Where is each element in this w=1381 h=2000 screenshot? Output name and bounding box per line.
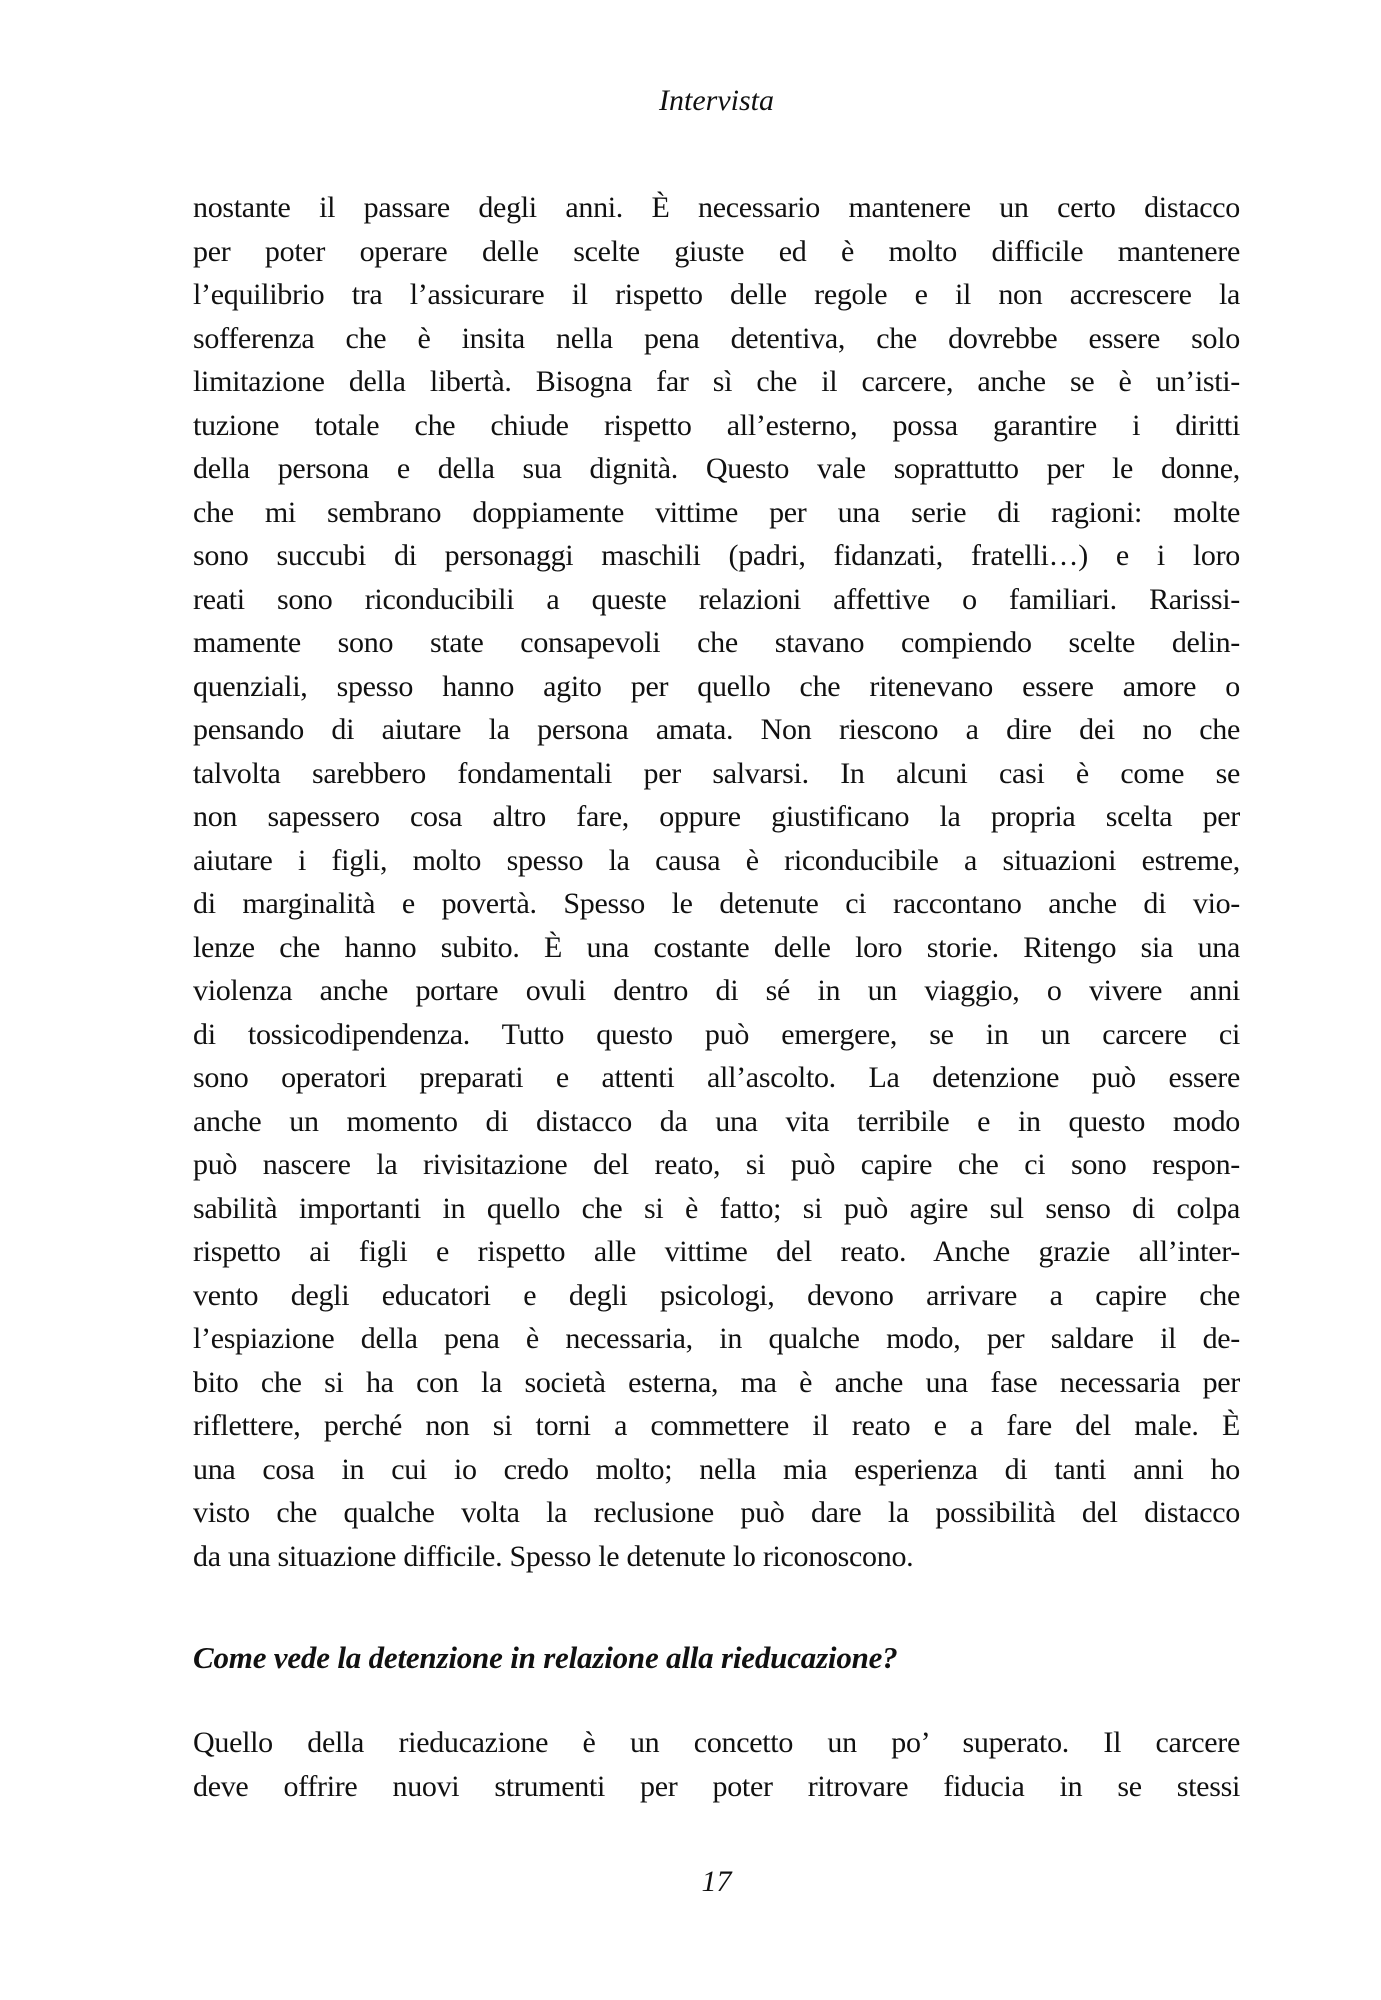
text-line: della persona e della sua dignità. Questo vale soprattutto per le donne, xyxy=(193,452,1240,485)
text-line: mamente sono state consapevoli che stavano compiendo scelte delin- xyxy=(193,626,1240,659)
text-line: una cosa in cui io credo molto; nella mia esperienza di tanti anni ho xyxy=(193,1452,1240,1486)
running-header: Intervista xyxy=(659,84,774,117)
paragraph-main xyxy=(193,186,1240,1578)
text-line: sabilità importanti in quello che si è fatto; si può agire sul senso di colpa xyxy=(193,1191,1240,1225)
text-line: sono succubi di personaggi maschili (padri, fidanzati, fratelli…) e i loro xyxy=(193,539,1240,572)
question-heading: Come vede la detenzione in relazione alla rieducazione? xyxy=(193,1640,898,1675)
page-number: 17 xyxy=(701,1865,732,1898)
text-line: visto che qualche volta la reclusione può dare la possibilità del distacco xyxy=(193,1496,1240,1529)
text-line: riflettere, perché non si torni a commettere il reato e a fare del male. È xyxy=(193,1409,1240,1442)
text-line: bito che si ha con la società esterna, ma è anche una fase necessaria per xyxy=(193,1365,1240,1399)
text-line: rispetto ai figli e rispetto alle vittime del reato. Anche grazie all’inter- xyxy=(193,1235,1240,1268)
text-line: lenze che hanno subito. È una costante delle loro storie. Ritengo sia una xyxy=(193,930,1240,964)
text-line: di marginalità e povertà. Spesso le detenute ci raccontano anche di vio- xyxy=(193,887,1240,920)
text-line: aiutare i figli, molto spesso la causa è riconducibile a situazioni estreme, xyxy=(193,843,1240,877)
text-line: vento degli educatori e degli psicologi, devono arrivare a capire che xyxy=(193,1278,1240,1312)
text-line: nostante il passare degli anni. È necessario mantenere un certo distacco xyxy=(193,191,1240,224)
text-line: violenza anche portare ovuli dentro di sé in un viaggio, o vivere anni xyxy=(193,974,1240,1007)
paragraph-answer xyxy=(193,1721,1240,1808)
text-line: sono operatori preparati e attenti all’ascolto. La detenzione può essere xyxy=(193,1061,1240,1094)
text-line: l’equilibrio tra l’assicurare il rispetto delle regole e il non accrescere la xyxy=(193,278,1240,311)
text-line: Quello della rieducazione è un concetto un po’ superato. Il carcere xyxy=(193,1726,1240,1759)
text-line: può nascere la rivisitazione del reato, si può capire che ci sono respon- xyxy=(193,1148,1240,1181)
text-line: non sapessero cosa altro fare, oppure giustificano la propria scelta per xyxy=(193,800,1240,833)
text-line: tuzione totale che chiude rispetto all’esterno, possa garantire i diritti xyxy=(193,408,1240,442)
text-line: anche un momento di distacco da una vita terribile e in questo modo xyxy=(193,1104,1240,1138)
text-line: per poter operare delle scelte giuste ed è molto difficile mantenere xyxy=(193,234,1240,268)
text-line: di tossicodipendenza. Tutto questo può emergere, se in un carcere ci xyxy=(193,1017,1240,1051)
text-line: l’espiazione della pena è necessaria, in qualche modo, per saldare il de- xyxy=(193,1322,1240,1355)
text-line: talvolta sarebbero fondamentali per salvarsi. In alcuni casi è come se xyxy=(193,756,1240,790)
text-line: da una situazione difficile. Spesso le detenute lo riconoscono. xyxy=(193,1539,914,1573)
text-line: pensando di aiutare la persona amata. Non riescono a dire dei no che xyxy=(193,713,1240,746)
text-line: sofferenza che è insita nella pena detentiva, che dovrebbe essere solo xyxy=(193,321,1240,355)
text-line: quenziali, spesso hanno agito per quello che ritenevano essere amore o xyxy=(193,669,1240,703)
text-line: che mi sembrano doppiamente vittime per una serie di ragioni: molte xyxy=(193,495,1240,529)
text-line: limitazione della libertà. Bisogna far sì che il carcere, anche se è un’isti- xyxy=(193,365,1240,398)
text-line: deve offrire nuovi strumenti per poter ritrovare fiducia in se stessi xyxy=(193,1769,1240,1803)
text-line: reati sono riconducibili a queste relazioni affettive o familiari. Rarissi- xyxy=(193,582,1240,616)
